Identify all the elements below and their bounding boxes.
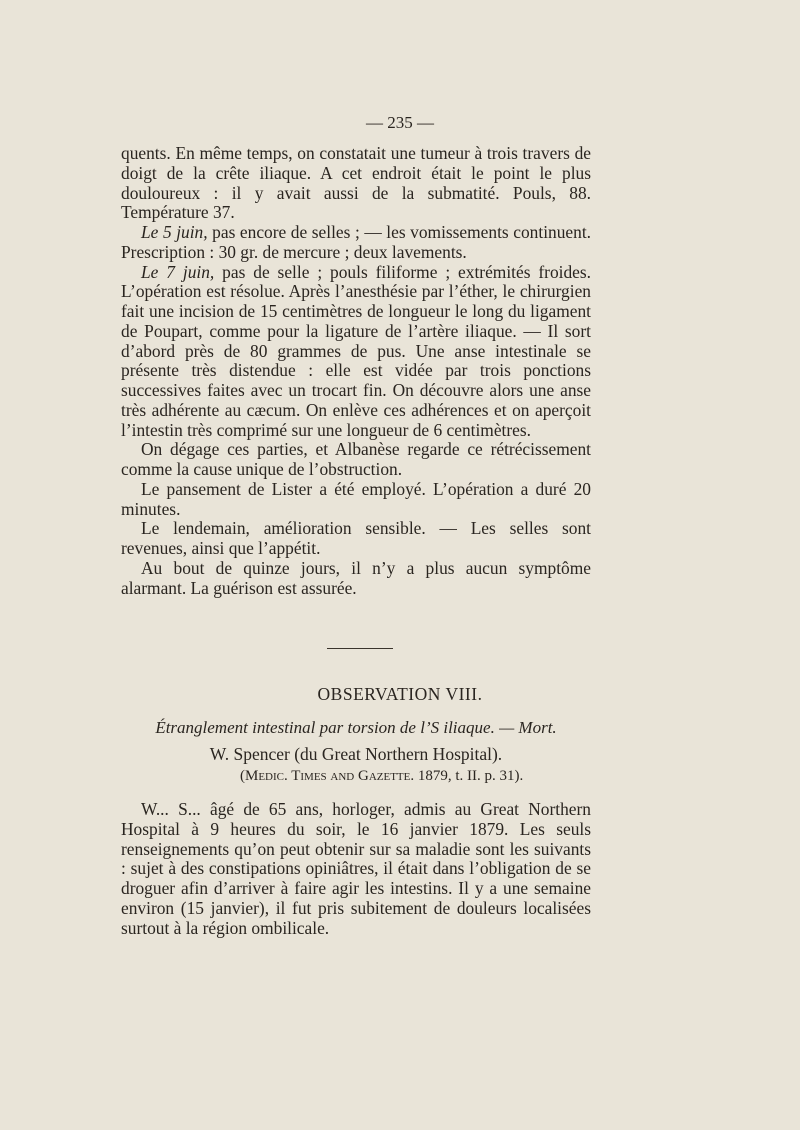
page-number: — 235 — bbox=[366, 113, 434, 132]
text-block-top bbox=[121, 144, 591, 598]
observation-author: W. Spencer (du Great Northern Hospital). bbox=[209, 744, 503, 764]
paragraph-text: On dégage ces parties, et Albanèse regarde ce rétrécissement comme la cause unique de l’obstruction. bbox=[121, 439, 591, 479]
paragraph bbox=[121, 559, 591, 599]
paragraph bbox=[121, 440, 591, 480]
paragraph-text: W... S... âgé de 65 ans, horloger, admis au Great Northern Hospital à 9 heures du soir, le 16 janvier 1879. Les seuls renseignements qu’on peut obtenir sur sa maladie sont les suivants : sujet à des constipations opiniâtres, il était dans l’obligation de se droguer afin d’arriver à faire agir les intestins. Il y a une semaine environ (15 janvier), il fut pris subitement de douleurs localisées surtout à la région ombilicale. bbox=[121, 799, 591, 938]
observation-title: OBSERVATION VIII. bbox=[317, 684, 483, 704]
paragraph-text: pas de selle ; pouls filiforme ; extrémités froides. L’opération est résolue. Après l’anesthésie par l’éther, le chirurgien fait une incision de 15 centimètres de longueur le long du ligament de Poupart, comme pour la ligature de l’artère iliaque. — Il sort d’abord près de 80 grammes de pus. Une anse intestinale se présente très distendue : elle est vidée par trois ponctions successives faites avec un trocart fin. On découvre alors une anse très adhérente au cæcum. On enlève ces adhérences et on aperçoit l’intestin très comprimé sur une longueur de 6 centimètres. bbox=[121, 261, 592, 440]
text-block-bottom bbox=[121, 800, 591, 938]
paragraph bbox=[121, 519, 591, 559]
paragraph bbox=[121, 144, 591, 223]
paragraph bbox=[121, 480, 591, 520]
observation-subtitle: Étranglement intestinal par torsion de l’S iliaque. — Mort. bbox=[155, 718, 557, 737]
date-lead: Le 5 juin, bbox=[141, 222, 208, 242]
paragraph bbox=[121, 800, 591, 938]
date-lead: Le 7 juin, bbox=[141, 261, 215, 282]
paragraph-text: Le pansement de Lister a été employé. L’opération a duré 20 minutes. bbox=[121, 478, 591, 519]
paragraph bbox=[121, 263, 591, 441]
reference-detail: 1879, t. II. p. 31). bbox=[414, 768, 524, 784]
observation-reference bbox=[240, 768, 523, 785]
paragraph-text: Le lendemain, amélioration sensible. — Les selles sont revenues, ainsi que l’appétit. bbox=[121, 518, 591, 558]
section-divider bbox=[327, 648, 393, 649]
paragraph-text: quents. En même temps, on constatait une tumeur à trois travers de doigt de la crête iliaque. A cet endroit était le point le plus douloureux : il y avait aussi de la submatité. Pouls, 88. Température 37. bbox=[121, 143, 591, 223]
reference-source: (Medic. Times and Gazette. bbox=[240, 768, 415, 784]
paragraph-text: Au bout de quinze jours, il n’y a plus aucun symptôme alarmant. La guérison est assurée. bbox=[121, 557, 591, 598]
paragraph-text: pas encore de selles ; — les vomissements continuent. Prescription : 30 gr. de mercure ; deux lavements. bbox=[121, 222, 592, 262]
paragraph bbox=[121, 223, 591, 263]
